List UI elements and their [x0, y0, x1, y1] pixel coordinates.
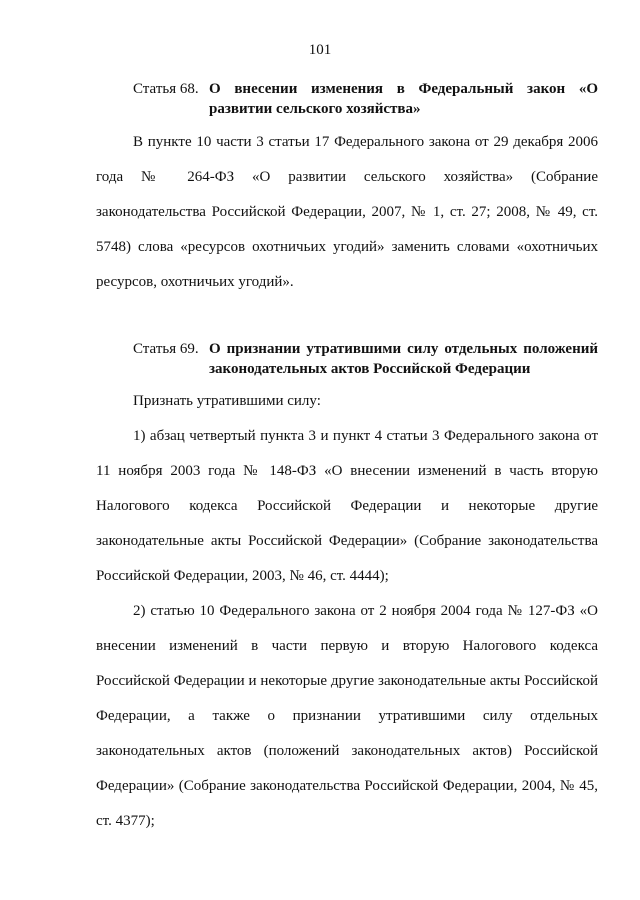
article-69-intro: Признать утратившими силу:: [133, 393, 321, 409]
article-69-heading: [96, 339, 598, 379]
article-68-heading: [96, 79, 598, 119]
article-69-item-2: 2) статью 10 Федерального закона от 2 ноября 2004 года № 127-ФЗ «О внесении изменений в части первую и вторую Налогового кодекса Российской Федерации и некоторые другие законодательные акты Российской Федерации, а также о признании утратившими силу отдельных законодательных актов (положений законодательных актов) Российской Федерации» (Собрание законодательства Российской Федерации, 2004, № 45, ст. 4377);: [96, 603, 598, 829]
article-69-item-1: 1) абзац четвертый пункта 3 и пункт 4 статьи 3 Федерального закона от 11 ноября 2003 года № 148-ФЗ «О внесении изменений в часть вторую Налогового кодекса Российской Федерации и некоторые другие законодательные акты Российской Федерации» (Собрание законодательства Российской Федерации, 2003, № 46, ст. 4444);: [96, 428, 598, 584]
article-68-number: Статья 68.: [133, 81, 199, 97]
article-69-body: [96, 384, 598, 839]
article-68-paragraph: В пункте 10 части 3 статьи 17 Федерального закона от 29 декабря 2006 года № 264-ФЗ «О развитии сельского хозяйства» (Собрание законодательства Российской Федерации, 2007, № 1, ст. 27; 2008, № 49, ст. 5748) слова «ресурсов охотничьих угодий» заменить словами «охотничьих ресурсов, охотничьих угодий».: [96, 134, 598, 290]
article-68: [96, 79, 598, 119]
article-68-body: [96, 125, 598, 300]
article-69: [96, 339, 598, 379]
article-68-title: О внесении изменения в Федеральный закон «О развитии сельского хозяйства»: [209, 81, 598, 117]
article-69-number: Статья 69.: [133, 341, 199, 357]
page-number: 101: [308, 42, 332, 58]
article-69-title: О признании утратившими силу отдельных положений законодательных актов Российской Федерации: [209, 341, 598, 377]
